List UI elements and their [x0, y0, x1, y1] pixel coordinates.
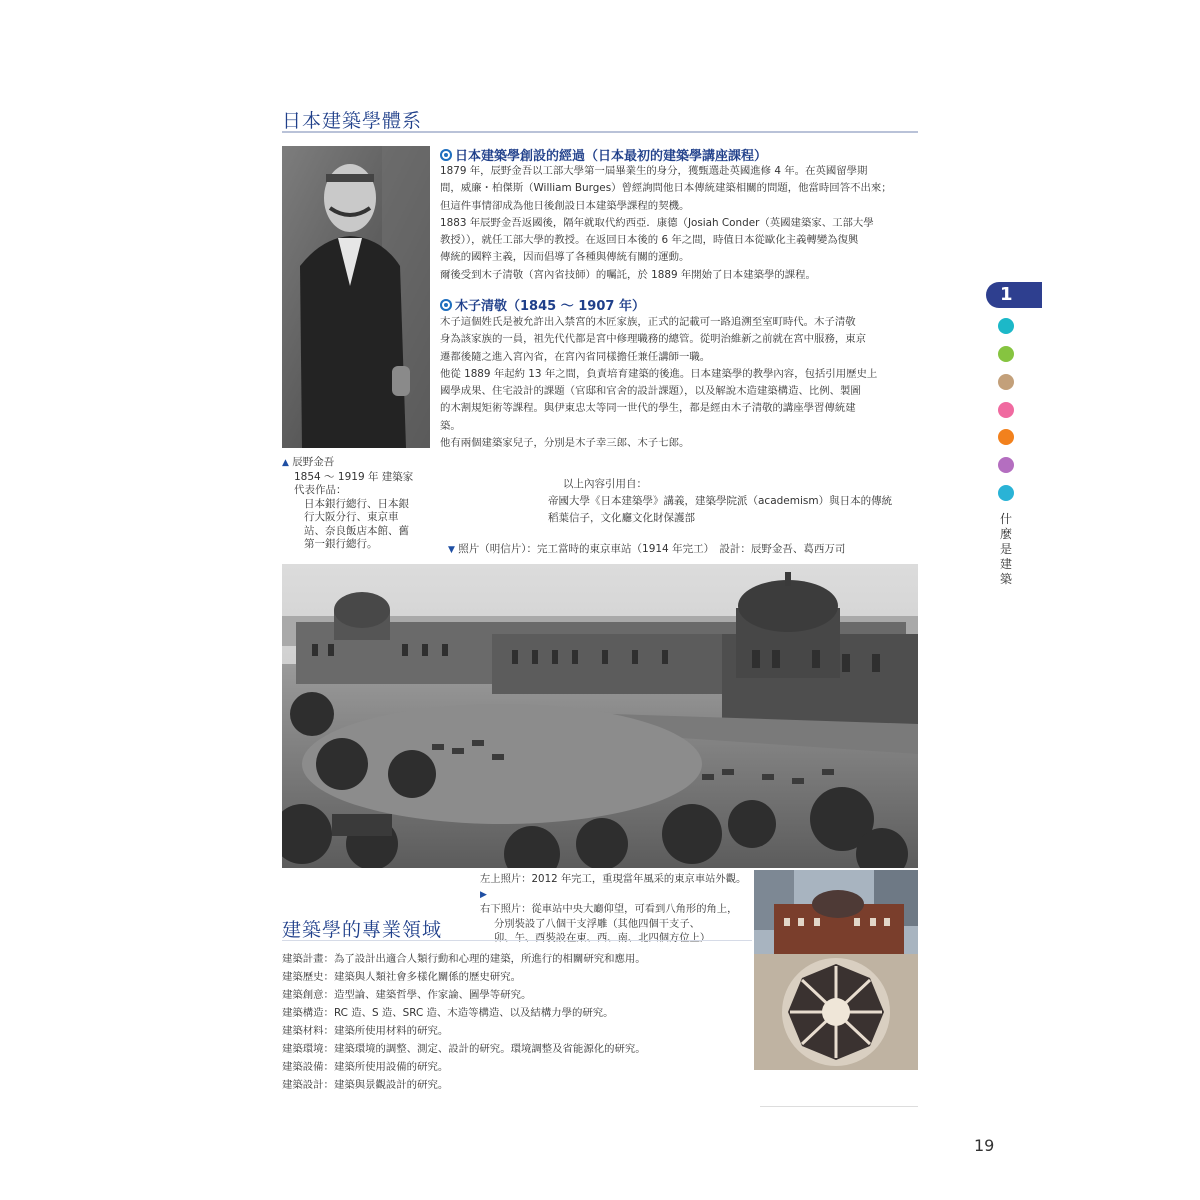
- fields-list: [282, 950, 752, 1094]
- page-number: 19: [974, 1136, 995, 1155]
- chapter-dot-pink: [998, 402, 1014, 418]
- origin-paragraph: 1879 年，辰野金吾以工部大學第一屆畢業生的身分，獲甄選赴英國進修 4 年。在英國留學期 間，威廉・柏傑斯（William Burges）曾經詢問他日本傳統建築相關的問題，他當時回答不出來； 但這件事情卻成為他日後創設日本建築學課程的契機。 1883 年辰野金吾返國後，隔年就取代約西亞．康德（Josiah Conder（英國建築家、工部大學 教授）），就任工部大學的教授。在返回日本後的 6 年之間，時值日本從歐化主義轉變為復興 傳統的國粹主義，因而倡導了各種與傳統有關的運動。 爾後受到木子清敬（宮內省技師）的囑託，於 1889 年開始了日本建築學的課程。: [440, 165, 892, 281]
- chapter-dot-green: [998, 346, 1014, 362]
- station-dome-interior-photo: [754, 954, 918, 1070]
- triangle-up-icon: ▲: [282, 458, 289, 468]
- station-photo-caption: ▼ 照片（明信片）：完工當時的東京車站（1914 年完工） 設計：辰野金吾、葛西万司: [448, 543, 846, 555]
- list-item: 建築環境：建築環境的調整、測定、設計的研究。環境調整及省能源化的研究。: [282, 1043, 646, 1055]
- photo-captions-right: 左上照片：2012 年完工，重現當年風采的東京車站外觀。 ▶ 右下照片：從車站中央大廳仰望，可看到八角形的角上， 分別裝設了八個干支浮雕（其他四個干支子、 卯、午、酉裝設在東、西、南、北四個方位上）: [480, 873, 747, 944]
- list-item: 建築設備：建築所使用設備的研究。: [282, 1061, 449, 1073]
- divider: [760, 1106, 918, 1107]
- bullet-circle-icon: [440, 149, 452, 161]
- list-item: 建築材料：建築所使用材料的研究。: [282, 1025, 449, 1037]
- chapter-dot-blue: [998, 485, 1014, 501]
- station-exterior-2012-photo: [754, 870, 918, 954]
- chapter-dot-purple: [998, 457, 1014, 473]
- chapter-dot-teal: [998, 318, 1014, 334]
- source-citation: 以上內容引用自： 帝國大學《日本建築學》講義，建築學院派（academism）與日本的傳統 稻葉信子，文化廳文化財保護部: [548, 478, 893, 524]
- list-item: 建築設計：建築與景觀設計的研究。: [282, 1079, 449, 1091]
- section-title-rule: [282, 940, 752, 941]
- bullet-circle-icon: [440, 299, 452, 311]
- tokyo-station-photo-1914: [282, 564, 918, 868]
- section-title-fields: 建築學的專業領域: [282, 919, 443, 941]
- section-title: 日本建築學體系: [282, 110, 423, 132]
- kigo-paragraph: 木子這個姓氏是被允許出入禁宮的木匠家族，正式的記載可一路追溯至室町時代。木子清敬 身為該家族的一員，祖先代代都是宮中修理職務的總管。從明治維新之前就在宮中服務，東京 遷都後隨之進入宮內省，在宮內省同樣擔任兼任講師一職。 他從 1889 年起約 13 年之間，負責培育建築的後進。日本建築學的教學內容，包括引用歷史上 國學成果、住宅設計的課題（官邸和官舍的設計課題），以及解說木造建築構造、比例、製圖 的木割規矩術等課程。與伊東忠太等同一世代的學生，都是經由木子清敬的講座學習傳統建 築。 他有兩個建築家兒子，分別是木子幸三郎、木子七郎。: [440, 316, 878, 450]
- portrait-caption: ▲ 辰野金吾 1854 ～ 1919 年 建築家 代表作品： 日本銀行總行、日本銀 行大阪分行、東京車 站、奈良飯店本館、舊 第一銀行總行。: [282, 456, 414, 550]
- section-title-rule: [282, 131, 918, 133]
- list-item: 建築歷史：建築與人類社會多樣化關係的歷史研究。: [282, 971, 521, 983]
- list-item: 建築創意：造型論、建築哲學、作家論、圖學等研究。: [282, 989, 532, 1001]
- subheading-kigo: 木子清敬（1845 ～ 1907 年）: [440, 295, 645, 314]
- list-item: 建築構造：RC 造、S 造、SRC 造、木造等構造、以及結構力學的研究。: [282, 1007, 614, 1019]
- portrait-photo-tatsuno: [282, 146, 430, 448]
- chapter-tab: 1: [986, 282, 1042, 308]
- list-item: 建築計畫：為了設計出適合人類行動和心理的建築，所進行的相關研究和應用。: [282, 953, 646, 965]
- triangle-down-icon: ▼: [448, 545, 455, 555]
- chapter-dot-orange: [998, 429, 1014, 445]
- chapter-dot-tan: [998, 374, 1014, 390]
- triangle-right-icon: ▶: [480, 889, 487, 900]
- subheading-origin: 日本建築學創設的經過（日本最初的建築學講座課程）: [440, 145, 767, 164]
- chapter-label-vertical: 什 麼 是 建 築: [999, 512, 1012, 586]
